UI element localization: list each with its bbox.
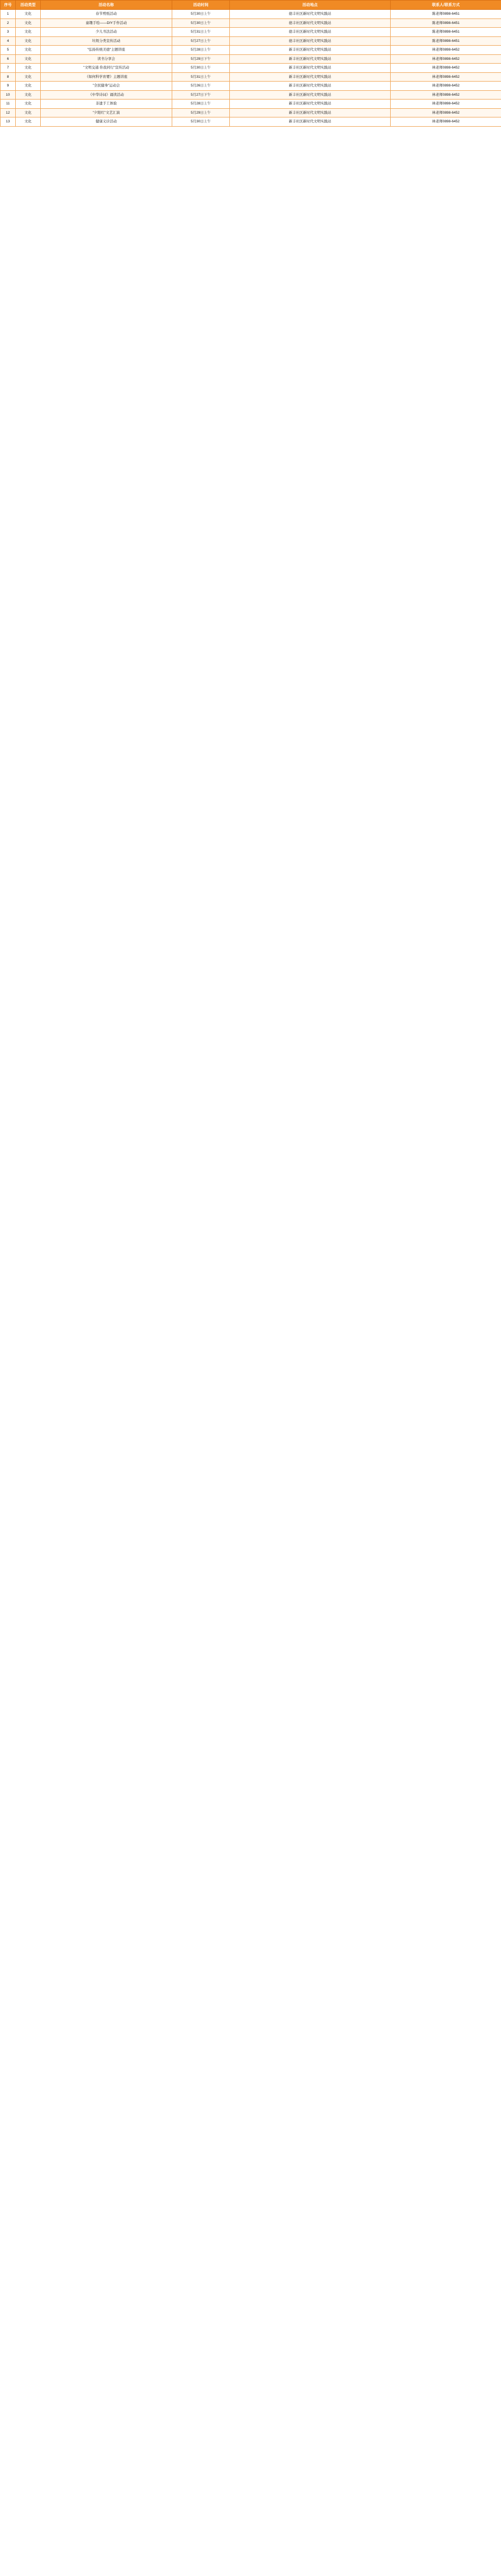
column-header-type: 活动类型 — [16, 1, 41, 10]
cell-type: 文化 — [16, 18, 41, 28]
cell-type: 文化 — [16, 72, 41, 82]
table-row — [1, 100, 501, 109]
cell-time: 5月30日上午 — [172, 64, 230, 73]
cell-type: 文化 — [16, 10, 41, 19]
cell-contact: 林老师0898-6452 — [391, 108, 501, 117]
cell-time: 5月27日上午 — [172, 36, 230, 46]
cell-contact: 林老师0898-6452 — [391, 117, 501, 127]
cell-name: "文明交通 你我同行"宣传活动 — [41, 64, 172, 73]
cell-location: 德丰社区新时代文明实践站 — [230, 18, 391, 28]
cell-location: 德丰社区新时代文明实践站 — [230, 36, 391, 46]
cell-time: 5月31日上午 — [172, 28, 230, 37]
table-row — [1, 82, 501, 91]
cell-time: 5月31日上午 — [172, 72, 230, 82]
table-row — [1, 10, 501, 19]
cell-type: 文化 — [16, 108, 41, 117]
cell-time: 5月29日下午 — [172, 54, 230, 64]
cell-type: 文化 — [16, 46, 41, 55]
cell-name: 《中华诗词》诵读活动 — [41, 90, 172, 100]
cell-name: 《如何科学育婴》主题讲座 — [41, 72, 172, 82]
cell-type: 文化 — [16, 64, 41, 73]
cell-time: 5月30日上午 — [172, 18, 230, 28]
cell-name: 健康义诊活动 — [41, 117, 172, 127]
cell-time: 5月28日上午 — [172, 46, 230, 55]
cell-index: 12 — [1, 108, 16, 117]
cell-contact: 陈老师0898-6451 — [391, 36, 501, 46]
column-header-time: 活动时间 — [172, 1, 230, 10]
cell-name: 春节剪纸活动 — [41, 10, 172, 19]
cell-index: 2 — [1, 18, 16, 28]
cell-contact: 林老师0898-6452 — [391, 100, 501, 109]
table-row — [1, 64, 501, 73]
table-row — [1, 72, 501, 82]
cell-contact: 陈老师0898-6451 — [391, 28, 501, 37]
column-header-name: 活动名称 — [41, 1, 172, 10]
cell-time: 5月30日上午 — [172, 117, 230, 127]
cell-time: 5月29日上午 — [172, 108, 230, 117]
cell-time: 5月26日上午 — [172, 82, 230, 91]
cell-name: "夕阳红"文艺汇演 — [41, 108, 172, 117]
cell-index: 9 — [1, 82, 16, 91]
table-header-row — [1, 1, 501, 10]
cell-location: 德丰社区新时代文明实践站 — [230, 28, 391, 37]
cell-type: 文化 — [16, 82, 41, 91]
cell-name: 垃圾分类宣传活动 — [41, 36, 172, 46]
cell-type: 文化 — [16, 28, 41, 37]
cell-type: 文化 — [16, 54, 41, 64]
cell-location: 新丰社区新时代文明实践站 — [230, 100, 391, 109]
cell-type: 文化 — [16, 36, 41, 46]
activity-table — [0, 0, 501, 127]
cell-contact: 林老师0898-6452 — [391, 90, 501, 100]
cell-location: 新丰社区新时代文明实践站 — [230, 46, 391, 55]
cell-location: 新丰社区新时代文明实践站 — [230, 117, 391, 127]
cell-time: 5月28日上午 — [172, 100, 230, 109]
cell-name: "全民健身"运动会 — [41, 82, 172, 91]
cell-name: 童趣手绘——DIY手作活动 — [41, 18, 172, 28]
cell-index: 11 — [1, 100, 16, 109]
cell-name: 读书分享会 — [41, 54, 172, 64]
table-row — [1, 108, 501, 117]
column-header-index: 序号 — [1, 1, 16, 10]
table-row — [1, 90, 501, 100]
cell-time: 5月30日上午 — [172, 10, 230, 19]
cell-contact: 林老师0898-6452 — [391, 54, 501, 64]
cell-index: 1 — [1, 10, 16, 19]
cell-index: 13 — [1, 117, 16, 127]
cell-name: "弘扬传统美德"主题讲座 — [41, 46, 172, 55]
cell-location: 新丰社区新时代文明实践站 — [230, 82, 391, 91]
cell-contact: 林老师0898-6452 — [391, 82, 501, 91]
cell-type: 文化 — [16, 100, 41, 109]
cell-index: 7 — [1, 64, 16, 73]
cell-location: 新丰社区新时代文明实践站 — [230, 72, 391, 82]
cell-index: 6 — [1, 54, 16, 64]
table-row — [1, 46, 501, 55]
cell-location: 新丰社区新时代文明实践站 — [230, 90, 391, 100]
cell-location: 新丰社区新时代文明实践站 — [230, 64, 391, 73]
table-row — [1, 117, 501, 127]
cell-location: 新丰社区新时代文明实践站 — [230, 54, 391, 64]
cell-type: 文化 — [16, 90, 41, 100]
column-header-contact: 联系人/联系方式 — [391, 1, 501, 10]
cell-name: 少儿书法活动 — [41, 28, 172, 37]
table-row — [1, 36, 501, 46]
cell-location: 新丰社区新时代文明实践站 — [230, 108, 391, 117]
table-row — [1, 28, 501, 37]
cell-location: 德丰社区新时代文明实践站 — [230, 10, 391, 19]
cell-type: 文化 — [16, 117, 41, 127]
cell-index: 8 — [1, 72, 16, 82]
cell-contact: 林老师0898-6452 — [391, 64, 501, 73]
cell-index: 10 — [1, 90, 16, 100]
cell-index: 5 — [1, 46, 16, 55]
cell-index: 4 — [1, 36, 16, 46]
column-header-location: 活动地点 — [230, 1, 391, 10]
cell-contact: 林老师0898-6452 — [391, 72, 501, 82]
table-row — [1, 18, 501, 28]
table-body — [1, 10, 501, 127]
cell-index: 3 — [1, 28, 16, 37]
cell-contact: 陈老师0898-6451 — [391, 18, 501, 28]
table-row — [1, 54, 501, 64]
cell-contact: 陈老师0898-6451 — [391, 10, 501, 19]
cell-name: 非遗手工体验 — [41, 100, 172, 109]
cell-contact: 林老师0898-6452 — [391, 46, 501, 55]
cell-time: 5月27日下午 — [172, 90, 230, 100]
